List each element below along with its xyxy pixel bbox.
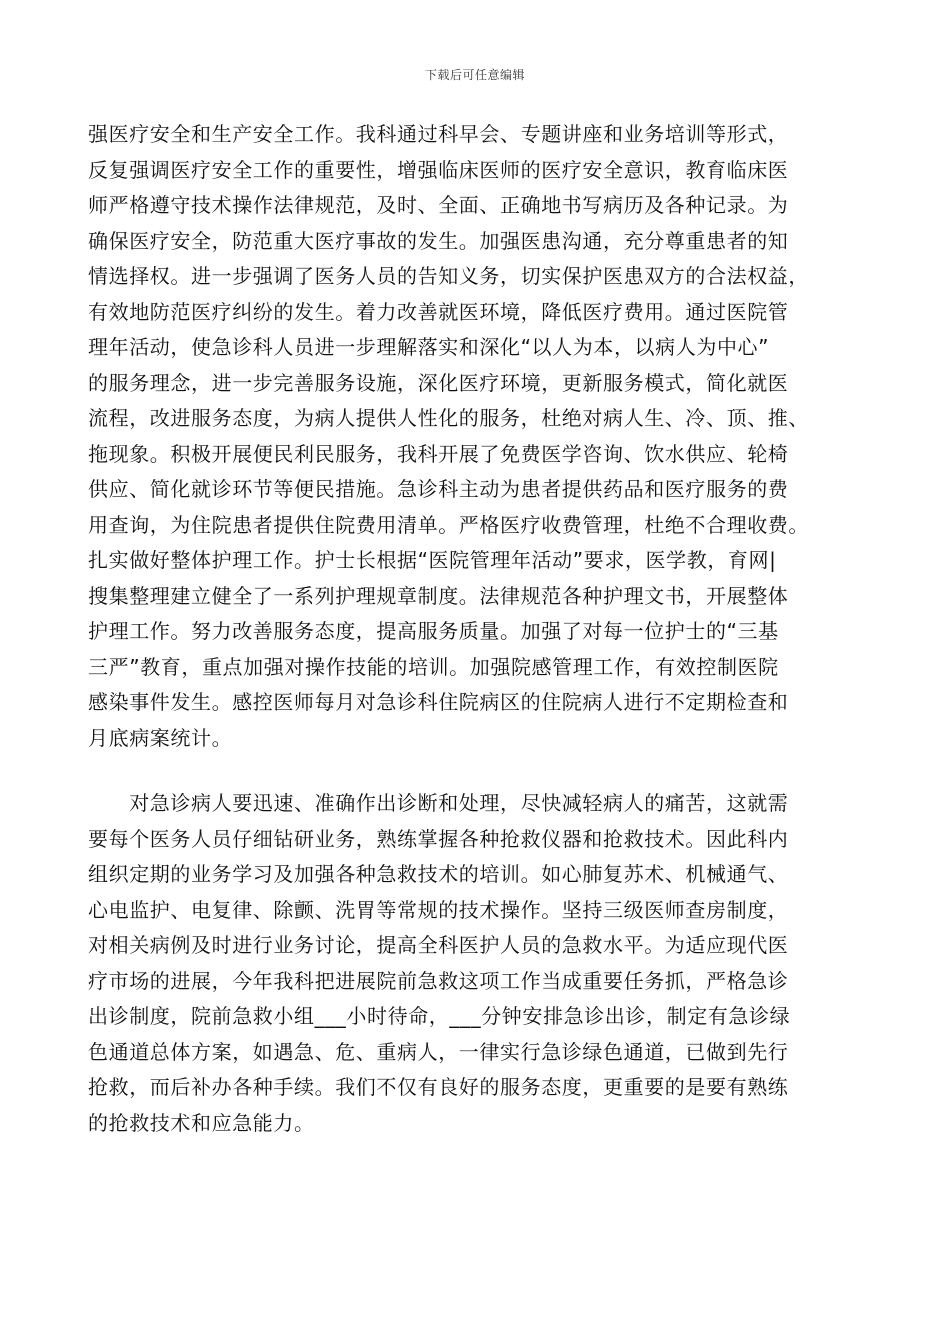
paragraph-1 bbox=[88, 117, 860, 756]
text-line: 色通道总体方案，如遇急、危、重病人，一律实行急诊绿色通道，已做到先行 bbox=[88, 1039, 789, 1064]
text-line: 抢救，而后补办各种手续。我们不仅有良好的服务态度，更重要的是要有熟练 bbox=[88, 1075, 789, 1099]
text-line: 搜集整理建立健全了一系列护理规章制度。法律规范各种护理文书，开展整体 bbox=[88, 583, 789, 608]
page-header: 下载后可任意编辑 bbox=[424, 68, 525, 82]
text-line: 出诊制度，院前急救小组___小时待命，___分钟安排急诊出诊，制定有急诊绿 bbox=[88, 1004, 791, 1028]
text-line: 疗市场的进展，今年我科把进展院前急救这项工作当成重要任务抓，严格急诊 bbox=[88, 968, 789, 993]
text-line: 月底病案统计。 bbox=[88, 725, 233, 750]
document-body bbox=[88, 117, 860, 1141]
text-line: 的服务理念，进一步完善服务设施，深化医疗环境，更新服务模式，简化就医 bbox=[88, 370, 789, 395]
paragraph-spacer bbox=[88, 756, 860, 786]
text-line: 用查询，为住院患者提供住院费用清单。严格医疗收费管理，杜绝不合理收费。 bbox=[88, 512, 809, 537]
text-line: 的抢救技术和应急能力。 bbox=[88, 1110, 315, 1135]
text-line: 流程，改进服务态度，为病人提供人性化的服务，杜绝对病人生、冷、顶、推、 bbox=[88, 406, 809, 430]
text-line: 心电监护、电复律、除颤、洗胃等常规的技术操作。坚持三级医师查房制度， bbox=[88, 897, 789, 922]
text-line: 对相关病例及时进行业务讨论，提高全科医护人员的急救水平。为适应现代医 bbox=[88, 933, 789, 957]
text-line: 有效地防范医疗纠纷的发生。着力改善就医环境，降低医疗费用。通过医院管 bbox=[88, 299, 789, 324]
text-line: 组织定期的业务学习及加强各种急救技术的培训。如心肺复苏术、机械通气、 bbox=[88, 862, 789, 886]
paragraph-2 bbox=[88, 786, 860, 1141]
text-line: 要每个医务人员仔细钻研业务，熟练掌握各种抢救仪器和抢救技术。因此科内 bbox=[88, 826, 789, 851]
text-line: 拖现象。积极开展便民利民服务，我科开展了免费医学咨询、饮水供应、轮椅 bbox=[88, 441, 789, 466]
text-line: 对急诊病人要迅速、准确作出诊断和处理，尽快减轻病人的痛苦，这就需 bbox=[88, 791, 789, 815]
text-line: 强医疗安全和生产安全工作。我科通过科早会、专题讲座和业务培训等形式， bbox=[88, 122, 789, 146]
text-line: 确保医疗安全，防范重大医疗事故的发生。加强医患沟通，充分尊重患者的知 bbox=[88, 228, 789, 253]
text-line: 反复强调医疗安全工作的重要性，增强临床医师的医疗安全意识，教育临床医 bbox=[88, 157, 789, 182]
text-line: 情选择权。进一步强调了医务人员的告知义务，切实保护医患双方的合法权益， bbox=[88, 264, 809, 288]
text-line: 师严格遵守技术操作法律规范，及时、全面、正确地书写病历及各种记录。为 bbox=[88, 193, 789, 217]
text-line: 供应、简化就诊环节等便民措施。急诊科主动为患者提供药品和医疗服务的费 bbox=[88, 477, 789, 501]
text-line: 三严”教育，重点加强对操作技能的培训。加强院感管理工作，有效控制医院 bbox=[88, 654, 779, 679]
text-line: 理年活动，使急诊科人员进一步理解落实和深化“以人为本，以病人为中心” bbox=[88, 335, 770, 359]
text-line: 感染事件发生。感控医师每月对急诊科住院病区的住院病人进行不定期检查和 bbox=[88, 690, 789, 714]
text-line: 扎实做好整体护理工作。护士长根据“医院管理年活动”要求，医学教，育网| bbox=[88, 548, 777, 572]
text-line: 护理工作。努力改善服务态度，提高服务质量。加强了对每一位护士的“三基 bbox=[88, 619, 779, 643]
